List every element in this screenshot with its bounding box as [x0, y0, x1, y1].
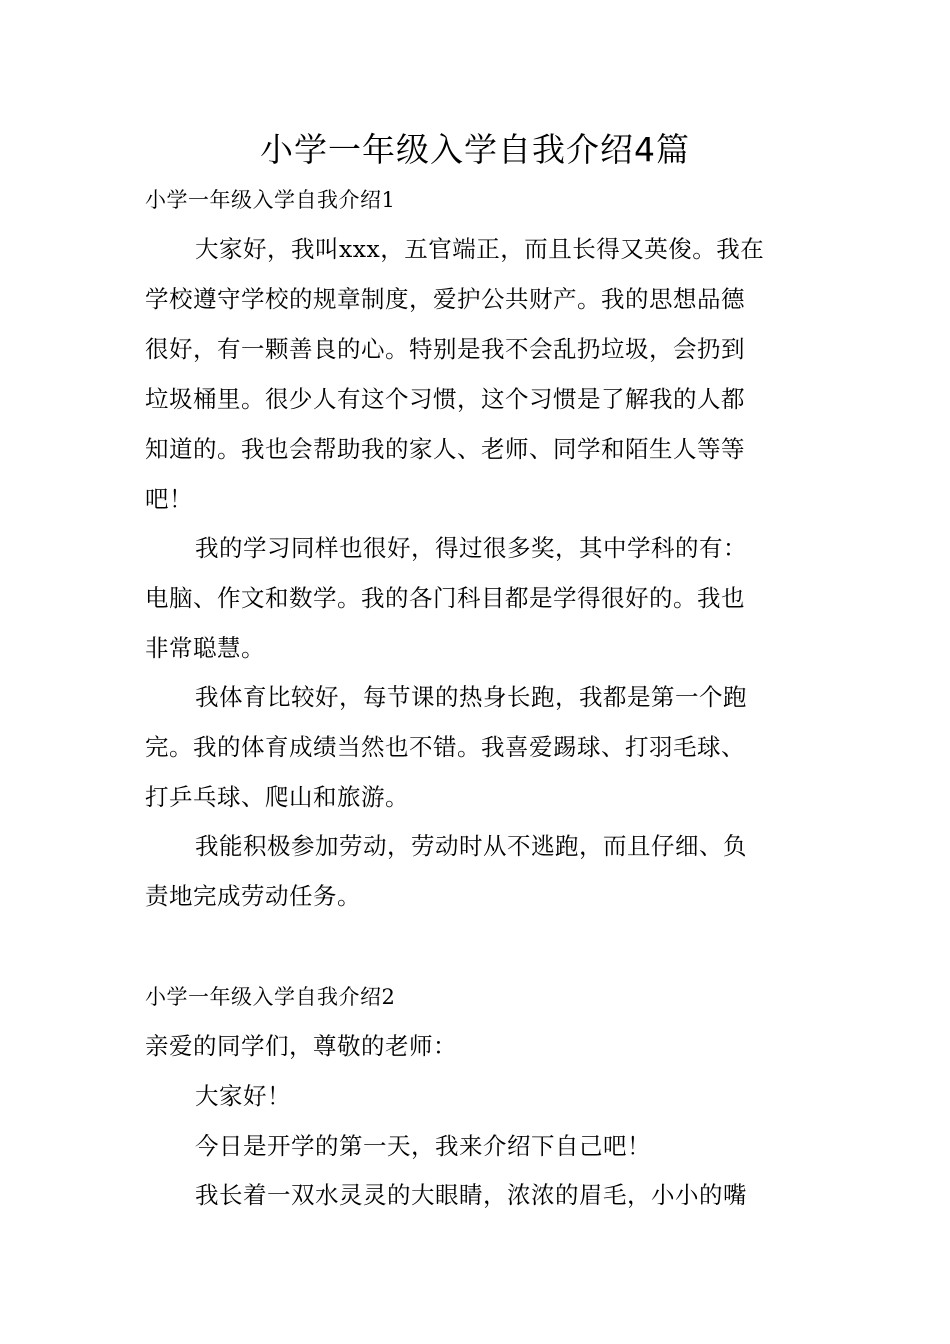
document-title: 小学一年级入学自我介绍4篇 — [260, 130, 690, 169]
paragraph-line: 我能积极参加劳动，劳动时从不逃跑，而且仔细、负 — [195, 832, 747, 860]
paragraph-line: 电脑、作文和数学。我的各门科目都是学得很好的。我也 — [145, 584, 745, 612]
paragraph-line: 大家好，我叫xxx，五官端正，而且长得又英俊。我在 — [195, 235, 765, 263]
paragraph-line: 我的学习同样也很好，得过很多奖，其中学科的有： — [195, 534, 747, 562]
paragraph-line: 吧！ — [145, 485, 193, 513]
paragraph-line: 学校遵守学校的规章制度，爱护公共财产。我的思想品德 — [145, 285, 745, 313]
paragraph-line: 很好，有一颗善良的心。特别是我不会乱扔垃圾，会扔到 — [145, 335, 745, 363]
paragraph-line: 今日是开学的第一天，我来介绍下自己吧！ — [195, 1132, 651, 1160]
greeting-line: 亲爱的同学们，尊敬的老师： — [145, 1032, 457, 1060]
paragraph-line: 大家好！ — [195, 1082, 291, 1110]
paragraph-line: 我长着一双水灵灵的大眼睛，浓浓的眉毛，小小的嘴 — [195, 1181, 747, 1209]
section-1-heading: 小学一年级入学自我介绍1 — [145, 188, 396, 212]
paragraph-line: 我体育比较好，每节课的热身长跑，我都是第一个跑 — [195, 683, 747, 711]
section-2-heading: 小学一年级入学自我介绍2 — [145, 985, 396, 1009]
paragraph-line: 打乒乓球、爬山和旅游。 — [145, 783, 409, 811]
paragraph-line: 非常聪慧。 — [145, 634, 265, 662]
paragraph-line: 知道的。我也会帮助我的家人、老师、同学和陌生人等等 — [145, 435, 745, 463]
paragraph-line: 责地完成劳动任务。 — [145, 882, 361, 910]
paragraph-line: 垃圾桶里。很少人有这个习惯，这个习惯是了解我的人都 — [145, 385, 745, 413]
paragraph-line: 完。我的体育成绩当然也不错。我喜爱踢球、打羽毛球、 — [145, 733, 745, 761]
